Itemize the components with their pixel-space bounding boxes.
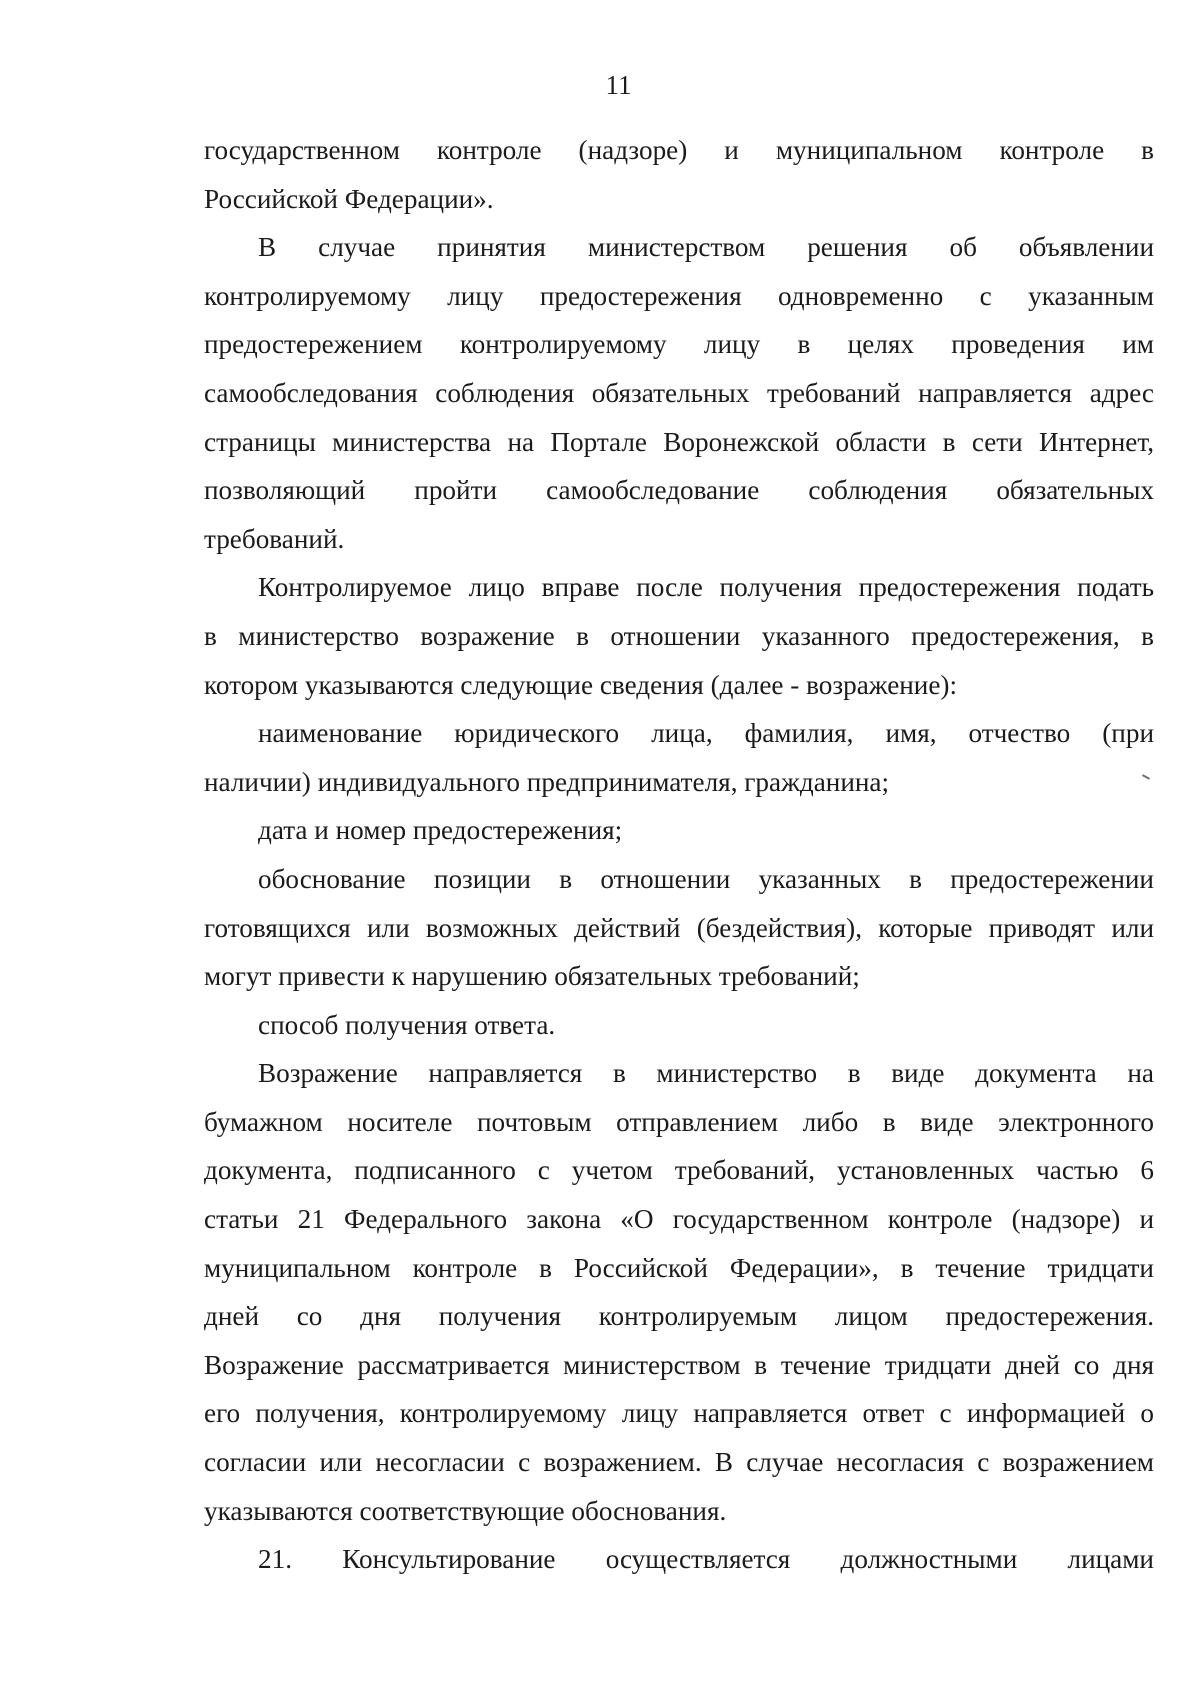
text-line: указываются соответствующие обоснования. bbox=[204, 1495, 727, 1526]
text-line: дней со дня получения контролируемым лицом предостережения. bbox=[204, 1301, 1154, 1332]
text-line: дата и номер предостережения; bbox=[258, 815, 623, 846]
text-line: обоснование позиции в отношении указанных в предостережении bbox=[258, 863, 1154, 894]
document-body bbox=[204, 126, 1154, 1584]
text-line: в министерство возражение в отношении указанного предостережения, в bbox=[204, 620, 1154, 651]
text-line: могут привести к нарушению обязательных требований; bbox=[204, 961, 860, 992]
text-line: позволяющий пройти самообследование соблюдения обязательных bbox=[204, 475, 1154, 506]
text-line: котором указываются следующие сведения (далее - возражение): bbox=[204, 669, 958, 700]
text-line: Контролируемое лицо вправе после получения предостережения подать bbox=[258, 572, 1154, 603]
text-line: самообследования соблюдения обязательных требований направляется адрес bbox=[204, 377, 1154, 408]
text-line: 21. Консультирование осуществляется должностными лицами bbox=[258, 1544, 1154, 1575]
text-line: Российской Федерации». bbox=[204, 183, 494, 214]
text-line: готовящихся или возможных действий (бездействия), которые приводят или bbox=[204, 912, 1154, 943]
text-line: государственном контроле (надзоре) и муниципальном контроле в bbox=[204, 135, 1154, 165]
text-line: Возражение направляется в министерство в виде документа на bbox=[258, 1058, 1154, 1089]
text-line: муниципальном контроле в Российской Федерации», в течение тридцати bbox=[204, 1252, 1154, 1283]
page-number: 11 bbox=[605, 70, 632, 100]
text-line: наименование юридического лица, фамилия, имя, отчество (при bbox=[258, 718, 1154, 749]
text-line: наличии) индивидуального предпринимателя, гражданина; bbox=[204, 766, 890, 797]
text-line: страницы министерства на Портале Воронежской области в сети Интернет, bbox=[204, 426, 1154, 457]
text-line: контролируемому лицу предостережения одновременно с указанным bbox=[204, 280, 1154, 311]
text-line: его получения, контролируемому лицу направляется ответ с информацией о bbox=[204, 1398, 1154, 1429]
text-line: требований. bbox=[204, 523, 345, 554]
text-line: В случае принятия министерством решения об объявлении bbox=[258, 232, 1154, 263]
text-line: согласии или несогласии с возражением. В случае несогласия с возражением bbox=[204, 1447, 1154, 1478]
text-line: предостережением контролируемому лицу в целях проведения им bbox=[204, 329, 1154, 360]
text-line: способ получения ответа. bbox=[258, 1009, 556, 1040]
text-line: бумажном носителе почтовым отправлением либо в виде электронного bbox=[204, 1106, 1154, 1137]
text-line: статьи 21 Федерального закона «О государственном контроле (надзоре) и bbox=[204, 1204, 1154, 1235]
text-line: Возражение рассматривается министерством в течение тридцати дней со дня bbox=[204, 1349, 1154, 1380]
text-line: документа, подписанного с учетом требований, установленных частью 6 bbox=[204, 1155, 1154, 1186]
